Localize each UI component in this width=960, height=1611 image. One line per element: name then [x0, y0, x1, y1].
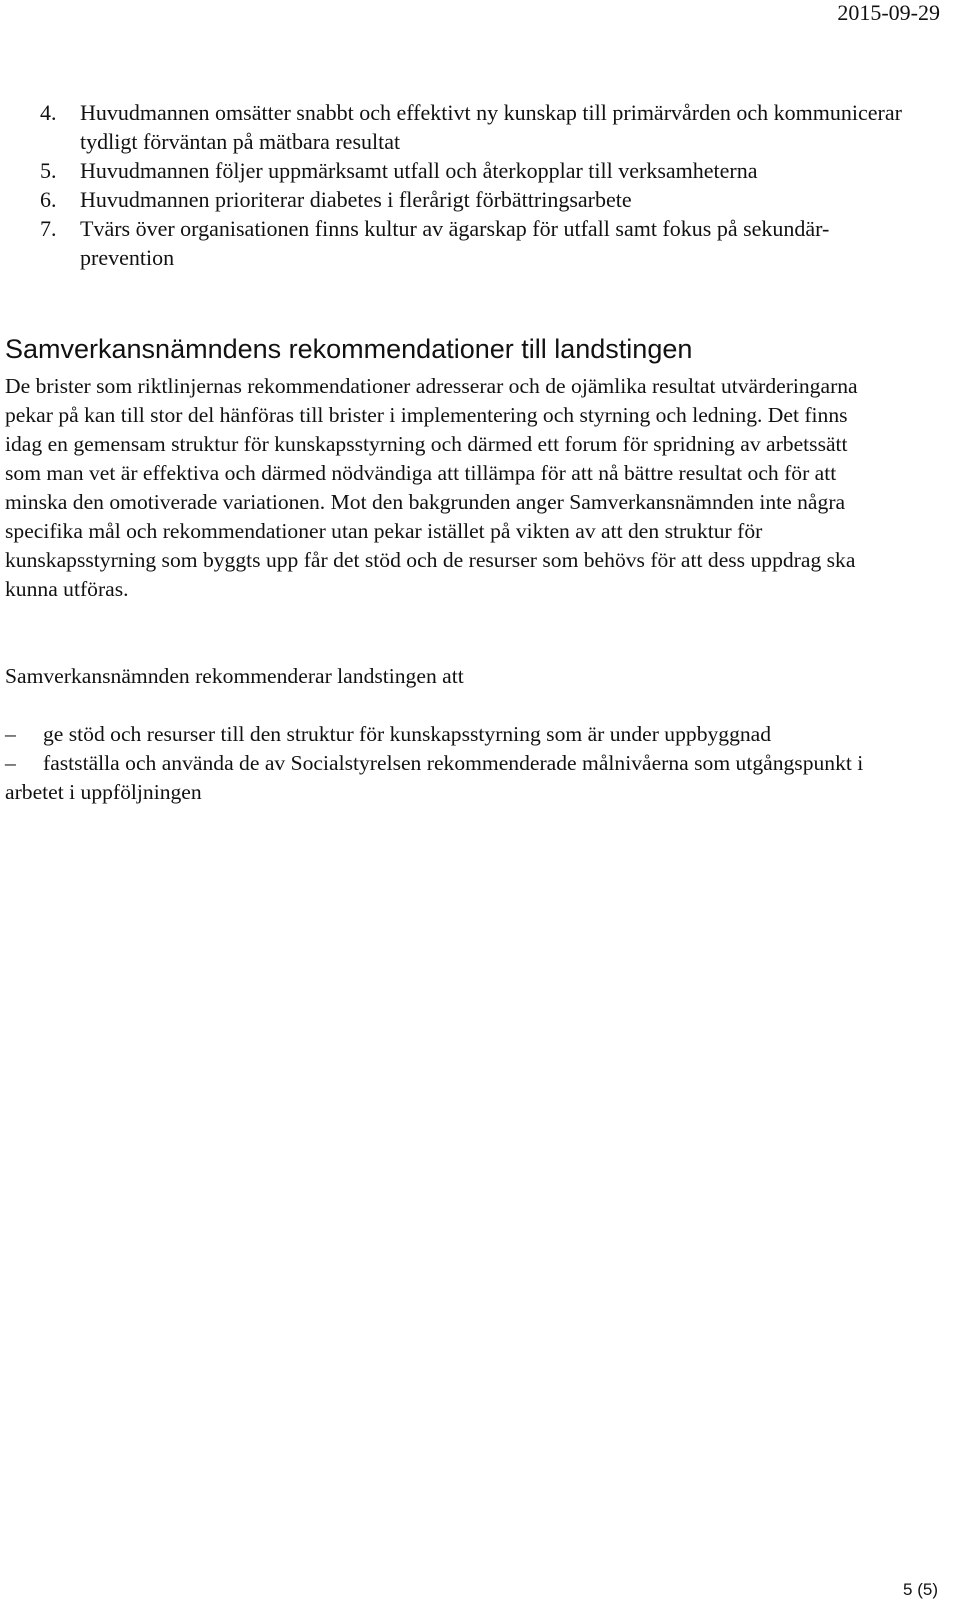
list-item-number: 5.	[40, 158, 57, 183]
dash-bullet: –	[5, 722, 16, 746]
list-item-number: 6.	[40, 187, 57, 212]
list-item	[40, 98, 920, 156]
page-number: 5 (5)	[903, 1580, 938, 1599]
list-item-text: Tvärs över organisationen finns kultur av ägarskap för utfall samt fokus på sekundär-prevention	[80, 216, 830, 270]
list-item-text: Huvudmannen följer uppmärksamt utfall och återkopplar till verksamheterna	[80, 158, 758, 183]
list-item	[40, 185, 920, 214]
list-item	[40, 214, 920, 272]
numbered-list	[40, 98, 920, 272]
dash-bullet: –	[5, 751, 16, 775]
list-item	[40, 156, 920, 185]
list-item-number: 4.	[40, 100, 57, 125]
recommendation-list	[5, 720, 885, 807]
list-item-number: 7.	[40, 216, 57, 241]
recommendation-text: ge stöd och resurser till den struktur för kunskapsstyrning som är under uppbyggnad	[43, 722, 772, 746]
document-date: 2015-09-29	[837, 0, 940, 25]
section-heading: Samverkansnämndens rekommendationer till landstingen	[5, 334, 693, 364]
list-item-text: Huvudmannen omsätter snabbt och effektivt ny kunskap till primärvården och kommunicerar tydligt förväntan på mätbara resultat	[80, 100, 902, 154]
list-item-text: Huvudmannen prioriterar diabetes i flerårigt förbättringsarbete	[80, 187, 632, 212]
recommendation-item	[5, 720, 885, 749]
body-paragraph: De brister som riktlinjernas rekommendationer adresserar och de ojämlika resultat utvärderingarna pekar på kan till stor del hänföras till brister i implementering och styrning och ledning. Det finns idag en gemensam struktur för kunskapsstyrning och därmed ett forum för spridning av arbetssätt som man vet är effektiva och därmed nödvändiga att tillämpa för att nå bättre resultat och för att minska den omotiverade variationen. Mot den bakgrunden anger Samverkansnämnden inte några specifika mål och rekommendationer utan pekar istället på vikten av att den struktur för kunskapsstyrning som byggts upp får det stöd och de resurser som behövs för att dess uppdrag ska kunna utföras.	[5, 374, 858, 601]
recommendation-text: fastställa och använda de av Socialstyrelsen rekommenderade målnivåerna som utgångspunkt i arbetet i uppföljningen	[5, 751, 864, 804]
recommendation-item	[5, 749, 885, 807]
recommendation-intro: Samverkansnämnden rekommenderar landstingen att	[5, 664, 464, 688]
